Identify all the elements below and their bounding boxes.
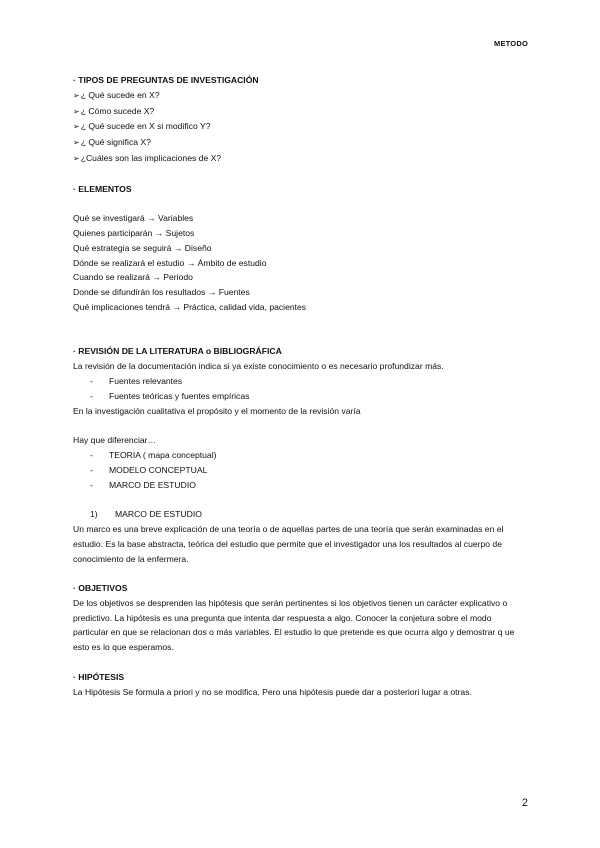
list-item: [73, 478, 528, 493]
objetivos-paragraph: De los objetivos se desprenden las hipótesis que serán pertinentes si los objetivos tienen un carácter explicativo o predictivo. La hipótesis es una pregunta que intenta dar respuesta a algo. Conocer la conjetura sobre el modo particular en que se relacionan dos o más variables. El estudio lo que pretende es que ocurra algo y demostrar q ue esto es lo que esperamos.: [73, 597, 515, 653]
revision-intro: La revisión de la documentación indica si ya existe conocimiento o es necesario profundizar más.: [73, 361, 444, 372]
dash-marker: -: [90, 449, 93, 460]
dash-marker: -: [90, 390, 93, 401]
list-item: [73, 448, 528, 463]
section-heading-hipotesis: · HIPÓTESIS: [73, 671, 125, 682]
element-item: Dónde se realizará el estudio → Ámbito de estudio: [73, 257, 267, 268]
element-item: Qué se investigará → Variables: [73, 213, 194, 224]
element-item: Quienes participarán → Sujetos: [73, 227, 195, 238]
section-heading-objetivos: · OBJETIVOS: [73, 583, 128, 594]
section-heading-elementos: · ELEMENTOS: [73, 183, 132, 194]
diferenciar-text: Hay que diferenciar…: [73, 435, 157, 446]
hipotesis-paragraph: La Hipótesis Se formula a priori y no se modifica. Pero una hipótesis puede dar a posteriori lugar a otras.: [73, 686, 472, 697]
question-item: ➢ ¿ Qué significa X?: [73, 135, 528, 151]
revision-note: En la investigación cualitativa el propósito y el momento de la revisión varía: [73, 405, 361, 416]
dash-marker: -: [90, 375, 93, 386]
list-item-text: Fuentes teóricas y fuentes empíricas: [109, 390, 250, 401]
dash-marker: -: [90, 479, 93, 490]
list-item-text: MARCO DE ESTUDIO: [109, 479, 196, 490]
element-item: Donde se difundirán los resultados → Fuentes: [73, 287, 250, 298]
list-item: [73, 463, 528, 478]
question-item: ➢ ¿ Cómo sucede X?: [73, 104, 528, 120]
list-item-text: TEORIA ( mapa conceptual): [109, 449, 217, 460]
list-item: [73, 374, 528, 389]
question-item: ➢ ¿Cuáles son las implicaciones de X?: [73, 151, 528, 167]
section-heading-revision: · REVISIÓN DE LA LITERATURA o BIBLIOGRÁFICA: [73, 346, 282, 357]
element-item: Cuando se realizará → Periodo: [73, 272, 193, 283]
list-item: [73, 389, 528, 404]
numbered-heading-text: MARCO DE ESTUDIO: [115, 509, 202, 520]
list-item-text: MODELO CONCEPTUAL: [109, 464, 208, 475]
numbered-heading: [73, 507, 528, 522]
page-number: 2: [521, 797, 528, 809]
element-item: Qué implicaciones tendrá → Práctica, calidad vida, pacientes: [73, 301, 307, 312]
element-item: Qué estrategia se seguirá → Diseño: [73, 242, 212, 253]
question-item: ➢ ¿ Qué sucede en X si modifico Y?: [73, 119, 528, 135]
question-item: ➢ ¿ Qué sucede en X?: [73, 88, 528, 104]
document-body: [73, 73, 528, 699]
list-item-text: Fuentes relevantes: [109, 375, 183, 386]
number-marker: 1): [90, 509, 98, 520]
marco-paragraph: Un marco es una breve explicación de una teoría o de aquellas partes de una teoría que serán examinadas en el estudio. Es la base abstracta, teórica del estudio que permite que el investigador una los resultados al cuerpo de conocimiento de la enfermera.: [73, 523, 504, 564]
section-heading-tipos: · TIPOS DE PREGUNTAS DE INVESTIGACIÓN: [73, 75, 259, 85]
running-header: METODO: [494, 39, 528, 48]
dash-marker: -: [90, 464, 93, 475]
